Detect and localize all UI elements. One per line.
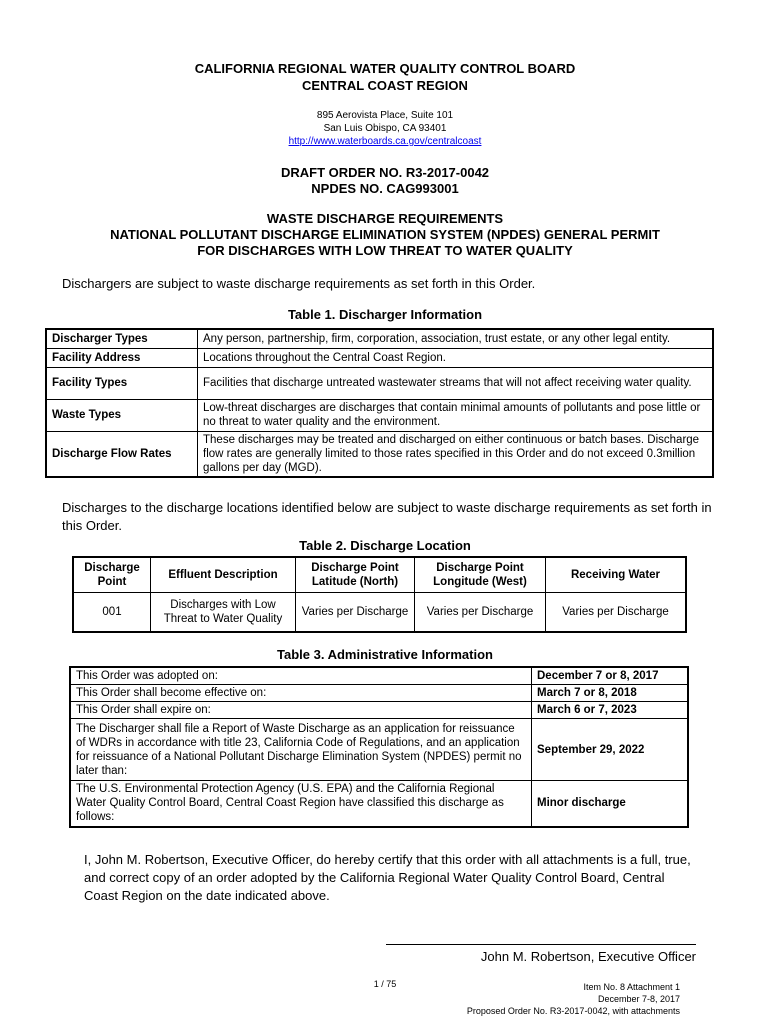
footer-item: Item No. 8 Attachment 1 [583,982,680,992]
footer-date: December 7-8, 2017 [597,994,680,1004]
discharge-locations-paragraph: Discharges to the discharge locations identified below are subject to waste discharge requirements as set forth in this Order. [62,500,712,533]
row-value: Locations throughout the Central Coast Region. [198,348,714,367]
column-header: Discharge Point Longitude (West) [415,557,546,593]
table-row [70,702,688,719]
row-value: Facilities that discharge untreated wastewater streams that will not affect receiving water quality. [198,367,714,399]
table-row [46,329,713,348]
table1-caption: Table 1. Discharger Information [287,307,483,322]
row-value: Low-threat discharges are discharges that contain minimal amounts of pollutants and pose little or no threat to water quality and the environment. [198,399,714,431]
table-cell: Varies per Discharge [415,593,546,633]
row-label: Waste Types [46,399,198,431]
row-label: Discharger Types [46,329,198,348]
discharge-location-table [72,556,687,633]
address-line-2: San Luis Obispo, CA 93401 [323,123,447,134]
table-row [70,781,688,827]
permit-title-line-3: FOR DISCHARGES WITH LOW THREAT TO WATER QUALITY [197,243,573,258]
table-cell: 001 [73,593,151,633]
table-row [70,685,688,702]
table-row [73,593,686,633]
npdes-number: NPDES NO. CAG993001 [311,181,459,196]
row-label: Facility Types [46,367,198,399]
address-line-1: 895 Aerovista Place, Suite 101 [316,110,454,121]
row-label: The Discharger shall file a Report of Waste Discharge as an application for reissuance of WDRs in accordance with title 23, California Code of Regulations, and an application for reissuance of a National Pollutant Discharge Elimination System (NPDES) permit no later than: [70,719,532,781]
administrative-info-table [69,666,689,828]
row-value: These discharges may be treated and discharged on either continuous or batch bases. Discharge flow rates are generally limited to those rates specified in this Order and do not exceed 0.3million gallons per day (MGD). [198,431,714,477]
row-value: September 29, 2022 [532,719,689,781]
permit-title-line-2: NATIONAL POLLUTANT DISCHARGE ELIMINATION SYSTEM (NPDES) GENERAL PERMIT [110,227,660,242]
column-header: Discharge Point Latitude (North) [296,557,415,593]
table-row [70,719,688,781]
signature-line [386,944,696,945]
row-value: March 7 or 8, 2018 [532,685,689,702]
row-label: Discharge Flow Rates [46,431,198,477]
table-cell: Varies per Discharge [546,593,687,633]
column-header: Effluent Description [151,557,296,593]
table-header-row [73,557,686,593]
row-label: This Order was adopted on: [70,667,532,685]
table3-caption: Table 3. Administrative Information [277,647,493,662]
footer-proposed-order: Proposed Order No. R3-2017-0042, with attachments [466,1006,680,1016]
row-label: This Order shall expire on: [70,702,532,719]
website-link[interactable]: http://www.waterboards.ca.gov/centralcoast [288,136,482,147]
table-row [46,431,713,477]
discharger-info-table [45,328,714,478]
intro-paragraph: Dischargers are subject to waste discharge requirements as set forth in this Order. [62,276,536,291]
draft-order-number: DRAFT ORDER NO. R3-2017-0042 [280,165,490,180]
table-row [70,667,688,685]
column-header: Discharge Point [73,557,151,593]
row-label: The U.S. Environmental Protection Agency (U.S. EPA) and the California Regional Water Quality Control Board, Central Coast Region have classified this discharge as follows: [70,781,532,827]
table-row [46,348,713,367]
row-value: Any person, partnership, firm, corporation, association, trust estate, or any other legal entity. [198,329,714,348]
table-row [46,367,713,399]
row-value: March 6 or 7, 2023 [532,702,689,719]
certification-paragraph: I, John M. Robertson, Executive Officer, do hereby certify that this order with all attachments is a full, true, and correct copy of an order adopted by the California Regional Water Quality Control Board, Central Coast Region on the date indicated above. [84,852,691,903]
table-cell: Discharges with Low Threat to Water Quality [151,593,296,633]
board-name: CALIFORNIA REGIONAL WATER QUALITY CONTROL BOARD [194,61,576,76]
row-label: Facility Address [46,348,198,367]
row-label: This Order shall become effective on: [70,685,532,702]
row-value: December 7 or 8, 2017 [532,667,689,685]
signature-name: John M. Robertson, Executive Officer [480,949,696,964]
table2-caption: Table 2. Discharge Location [299,538,471,553]
page-number: 1 / 75 [373,979,397,989]
region-name: CENTRAL COAST REGION [302,78,468,93]
column-header: Receiving Water [546,557,687,593]
row-value: Minor discharge [532,781,689,827]
table-cell: Varies per Discharge [296,593,415,633]
table-row [46,399,713,431]
permit-title-line-1: WASTE DISCHARGE REQUIREMENTS [266,211,504,226]
